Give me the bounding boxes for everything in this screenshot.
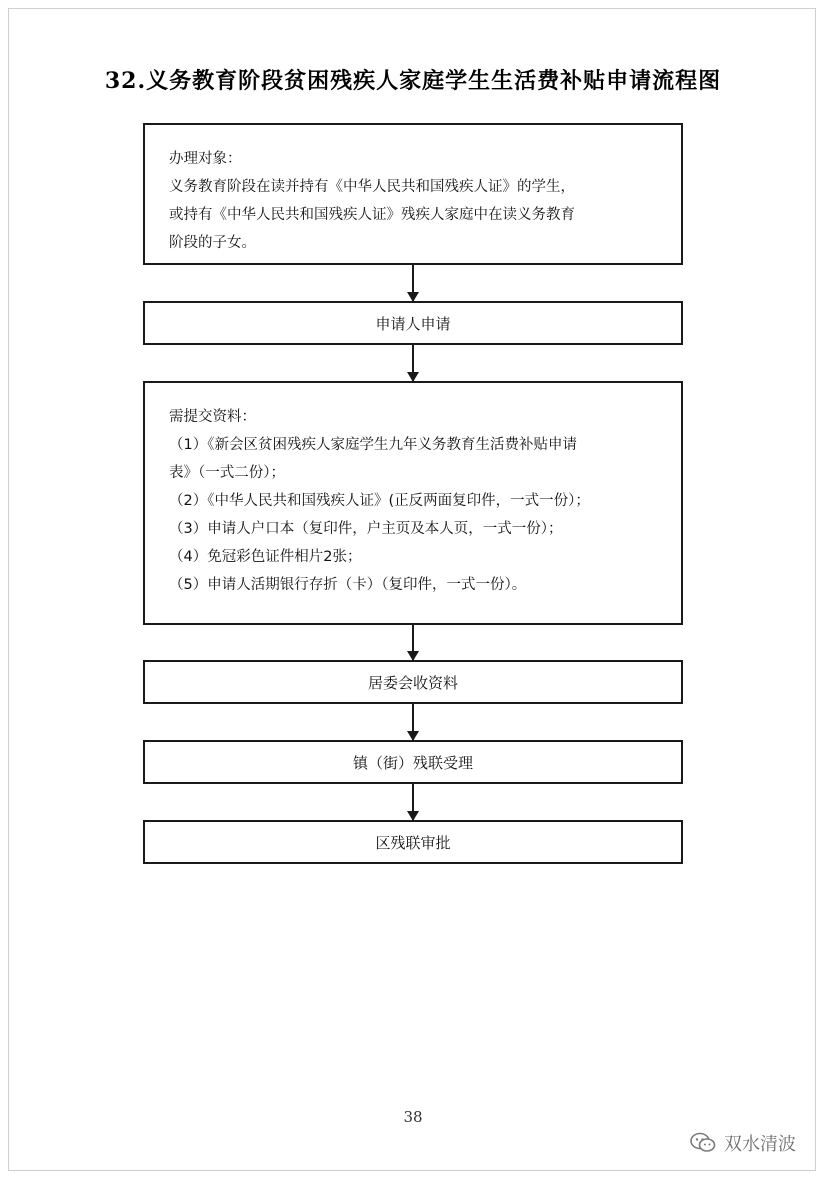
collect-step-label: 居委会收资料 (367, 673, 458, 692)
target-line: 或持有《中华人民共和国残疾人证》残疾人家庭中在读义务教育 (169, 207, 575, 223)
approve-step-label: 区残联审批 (375, 833, 451, 852)
flow-arrow (412, 345, 414, 381)
flow-arrow (412, 265, 414, 301)
apply-step-label: 申请人申请 (375, 314, 451, 333)
materials-item: （3）申请人户口本（复印件，户主页及本人页，一式一份）； (169, 521, 563, 537)
materials-item: （1）《新会区贫困残疾人家庭学生九年义务教育生活费补贴申请 (169, 437, 577, 453)
materials-item: （4）免冠彩色证件相片2张； (169, 549, 362, 565)
flow-arrow (412, 625, 414, 660)
watermark-text: 双水清波 (724, 1134, 796, 1155)
materials-heading: 需提交资料： (169, 409, 256, 425)
apply-step-box (143, 301, 683, 345)
target-heading: 办理对象： (169, 151, 242, 167)
watermark (690, 1130, 796, 1156)
materials-item: 表》（一式二份）； (169, 465, 285, 481)
target-line: 阶段的子女。 (169, 235, 256, 251)
page-number: 38 (403, 1108, 423, 1126)
materials-box (143, 381, 683, 625)
flow-arrow (412, 784, 414, 820)
accept-step-label: 镇（街）残联受理 (352, 753, 473, 772)
collect-step-box (143, 660, 683, 704)
flow-arrow (412, 704, 414, 740)
target-line: 义务教育阶段在读并持有《中华人民共和国残疾人证》的学生， (169, 179, 575, 195)
materials-item: （5）申请人活期银行存折（卡）（复印件，一式一份）。 (169, 577, 527, 593)
wechat-icon (690, 1132, 716, 1154)
approve-step-box (143, 820, 683, 864)
page-title: 32.义务教育阶段贫困残疾人家庭学生生活费补贴申请流程图 (104, 68, 722, 94)
target-audience-box (143, 123, 683, 265)
accept-step-box (143, 740, 683, 784)
materials-item: （2）《中华人民共和国残疾人证》(正反两面复印件，一式一份）； (169, 493, 590, 509)
